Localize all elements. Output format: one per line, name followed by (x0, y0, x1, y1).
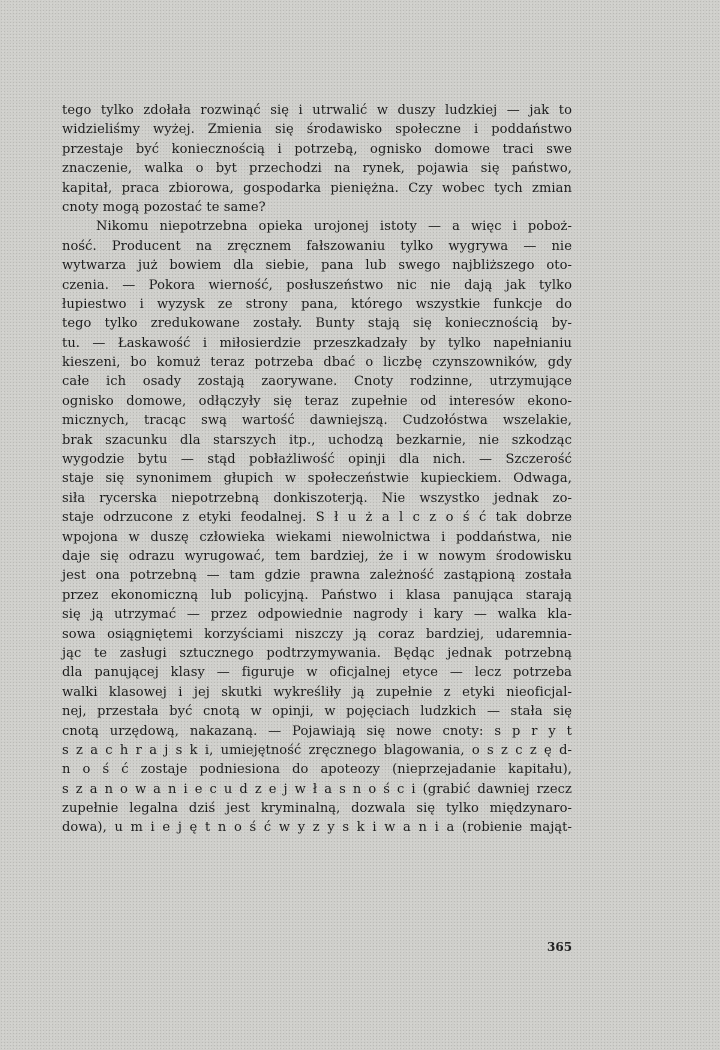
text-line: nej, przestała być cnotą w opinji, w pojęciach ludzkich — stała się (62, 704, 572, 720)
text-line: micznych, tracąc swą wartość dawniejszą. Cudzołóstwa wszelakie, (62, 413, 572, 429)
text-line: zupełnie legalna dziś jest kryminalną, dozwala się tylko międzynaro- (62, 801, 572, 817)
text-line: ność. Producent na zręcznem fałszowaniu tylko wygrywa — nie (62, 238, 572, 254)
text-line: cnoty mogą pozostać te same? (62, 199, 266, 215)
text-line: dla panującej klasy — figuruje w oficjalnej etyce — lecz potrzeba (62, 665, 572, 681)
text-line: tego tylko zredukowane zostały. Bunty stają się koniecznością by- (62, 316, 572, 332)
text-line: tu. — Łaskawość i miłosierdzie przeszkadzały by tylko napełnianiu (62, 335, 572, 351)
text-line: się ją utrzymać — przez odpowiednie nagrody i kary — walka kla- (62, 607, 572, 623)
text-line: n o ś ć zostaje podniesiona do apoteozy (nieprzejadanie kapitału), (62, 762, 572, 778)
text-line: jąc te zasługi sztucznego podtrzymywania. Będąc jednak potrzebną (62, 645, 572, 661)
text-line: czenia. — Pokora wierność, posłuszeństwo nic nie dają jak tylko (62, 277, 572, 293)
text-line: cnotą urzędową, nakazaną. — Pojawiają się nowe cnoty: s p r y t (62, 723, 572, 739)
body-text (62, 101, 572, 838)
text-line: kapitał, praca zbiorowa, gospodarka pieniężna. Czy wobec tych zmian (62, 180, 572, 196)
text-line: s z a c h r a j s k i, umiejętność zręcznego blagowania, o s z c z ę d- (62, 742, 572, 758)
text-line: jest ona potrzebną — tam gdzie prawna zależność zastąpioną została (62, 568, 572, 584)
text-line: dowa), u m i e j ę t n o ś ć w y z y s k i w a n i a (robienie mająt- (62, 820, 572, 836)
text-line: brak szacunku dla starszych itp., uchodzą bezkarnie, nie szkodząc (62, 432, 572, 448)
text-line: staje się synonimem głupich w społeczeństwie kupieckiem. Odwaga, (62, 471, 572, 487)
text-line: tego tylko zdołała rozwinąć się i utrwalić w duszy ludzkiej — jak to (62, 103, 572, 118)
text-line: łupiestwo i wyzysk ze strony pana, którego wszystkie funkcje do (62, 296, 572, 312)
text-line: wygodzie bytu — stąd pobłażliwość opinji dla nich. — Szczerość (62, 452, 572, 468)
page-number: 365 (547, 940, 573, 954)
text-line: całe ich osady zostają zaorywane. Cnoty rodzinne, utrzymujące (62, 374, 572, 390)
text-line: znaczenie, walka o byt przechodzi na rynek, pojawia się państwo, (62, 161, 572, 177)
text-line: walki klasowej i jej skutki wykreśliły ją zupełnie z etyki nieoficjal- (62, 684, 572, 700)
text-line: kieszeni, bo komuż teraz potrzeba dbać o liczbę czynszowników, gdy (62, 355, 572, 371)
text-line: przestaje być koniecznością i potrzebą, ognisko domowe traci swe (62, 141, 572, 157)
text-line: wpojona w duszę człowieka wiekami niewolnictwa i poddaństwa, nie (62, 529, 572, 545)
text-line: s z a n o w a n i e c u d z e j w ł a s n o ś c i (grabić dawniej rzecz (62, 781, 572, 797)
text-line: sowa osiągniętemi korzyściami niszczy ją coraz bardziej, udaremnia- (62, 626, 572, 642)
text-line: staje odrzucone z etyki feodalnej. S ł u ż a l c z o ś ć tak dobrze (62, 510, 572, 526)
text-line: Nikomu niepotrzebna opieka urojonej istoty — a więc i poboż- (96, 219, 572, 235)
text-line: wytwarza już bowiem dla siebie, pana lub swego najbliższego oto- (62, 258, 572, 274)
text-line: przez ekonomiczną lub policyjną. Państwo i klasa panująca starają (62, 587, 572, 603)
text-line: ognisko domowe, odłączyły się teraz zupełnie od interesów ekono- (62, 393, 572, 409)
text-line: siła rycerska niepotrzebną donkiszoterją. Nie wszystko jednak zo- (62, 490, 572, 506)
text-line: widzieliśmy wyżej. Zmienia się środawisko społeczne i poddaństwo (62, 122, 572, 138)
text-line: daje się odrazu wyrugować, tem bardziej, że i w nowym środowisku (62, 548, 572, 564)
